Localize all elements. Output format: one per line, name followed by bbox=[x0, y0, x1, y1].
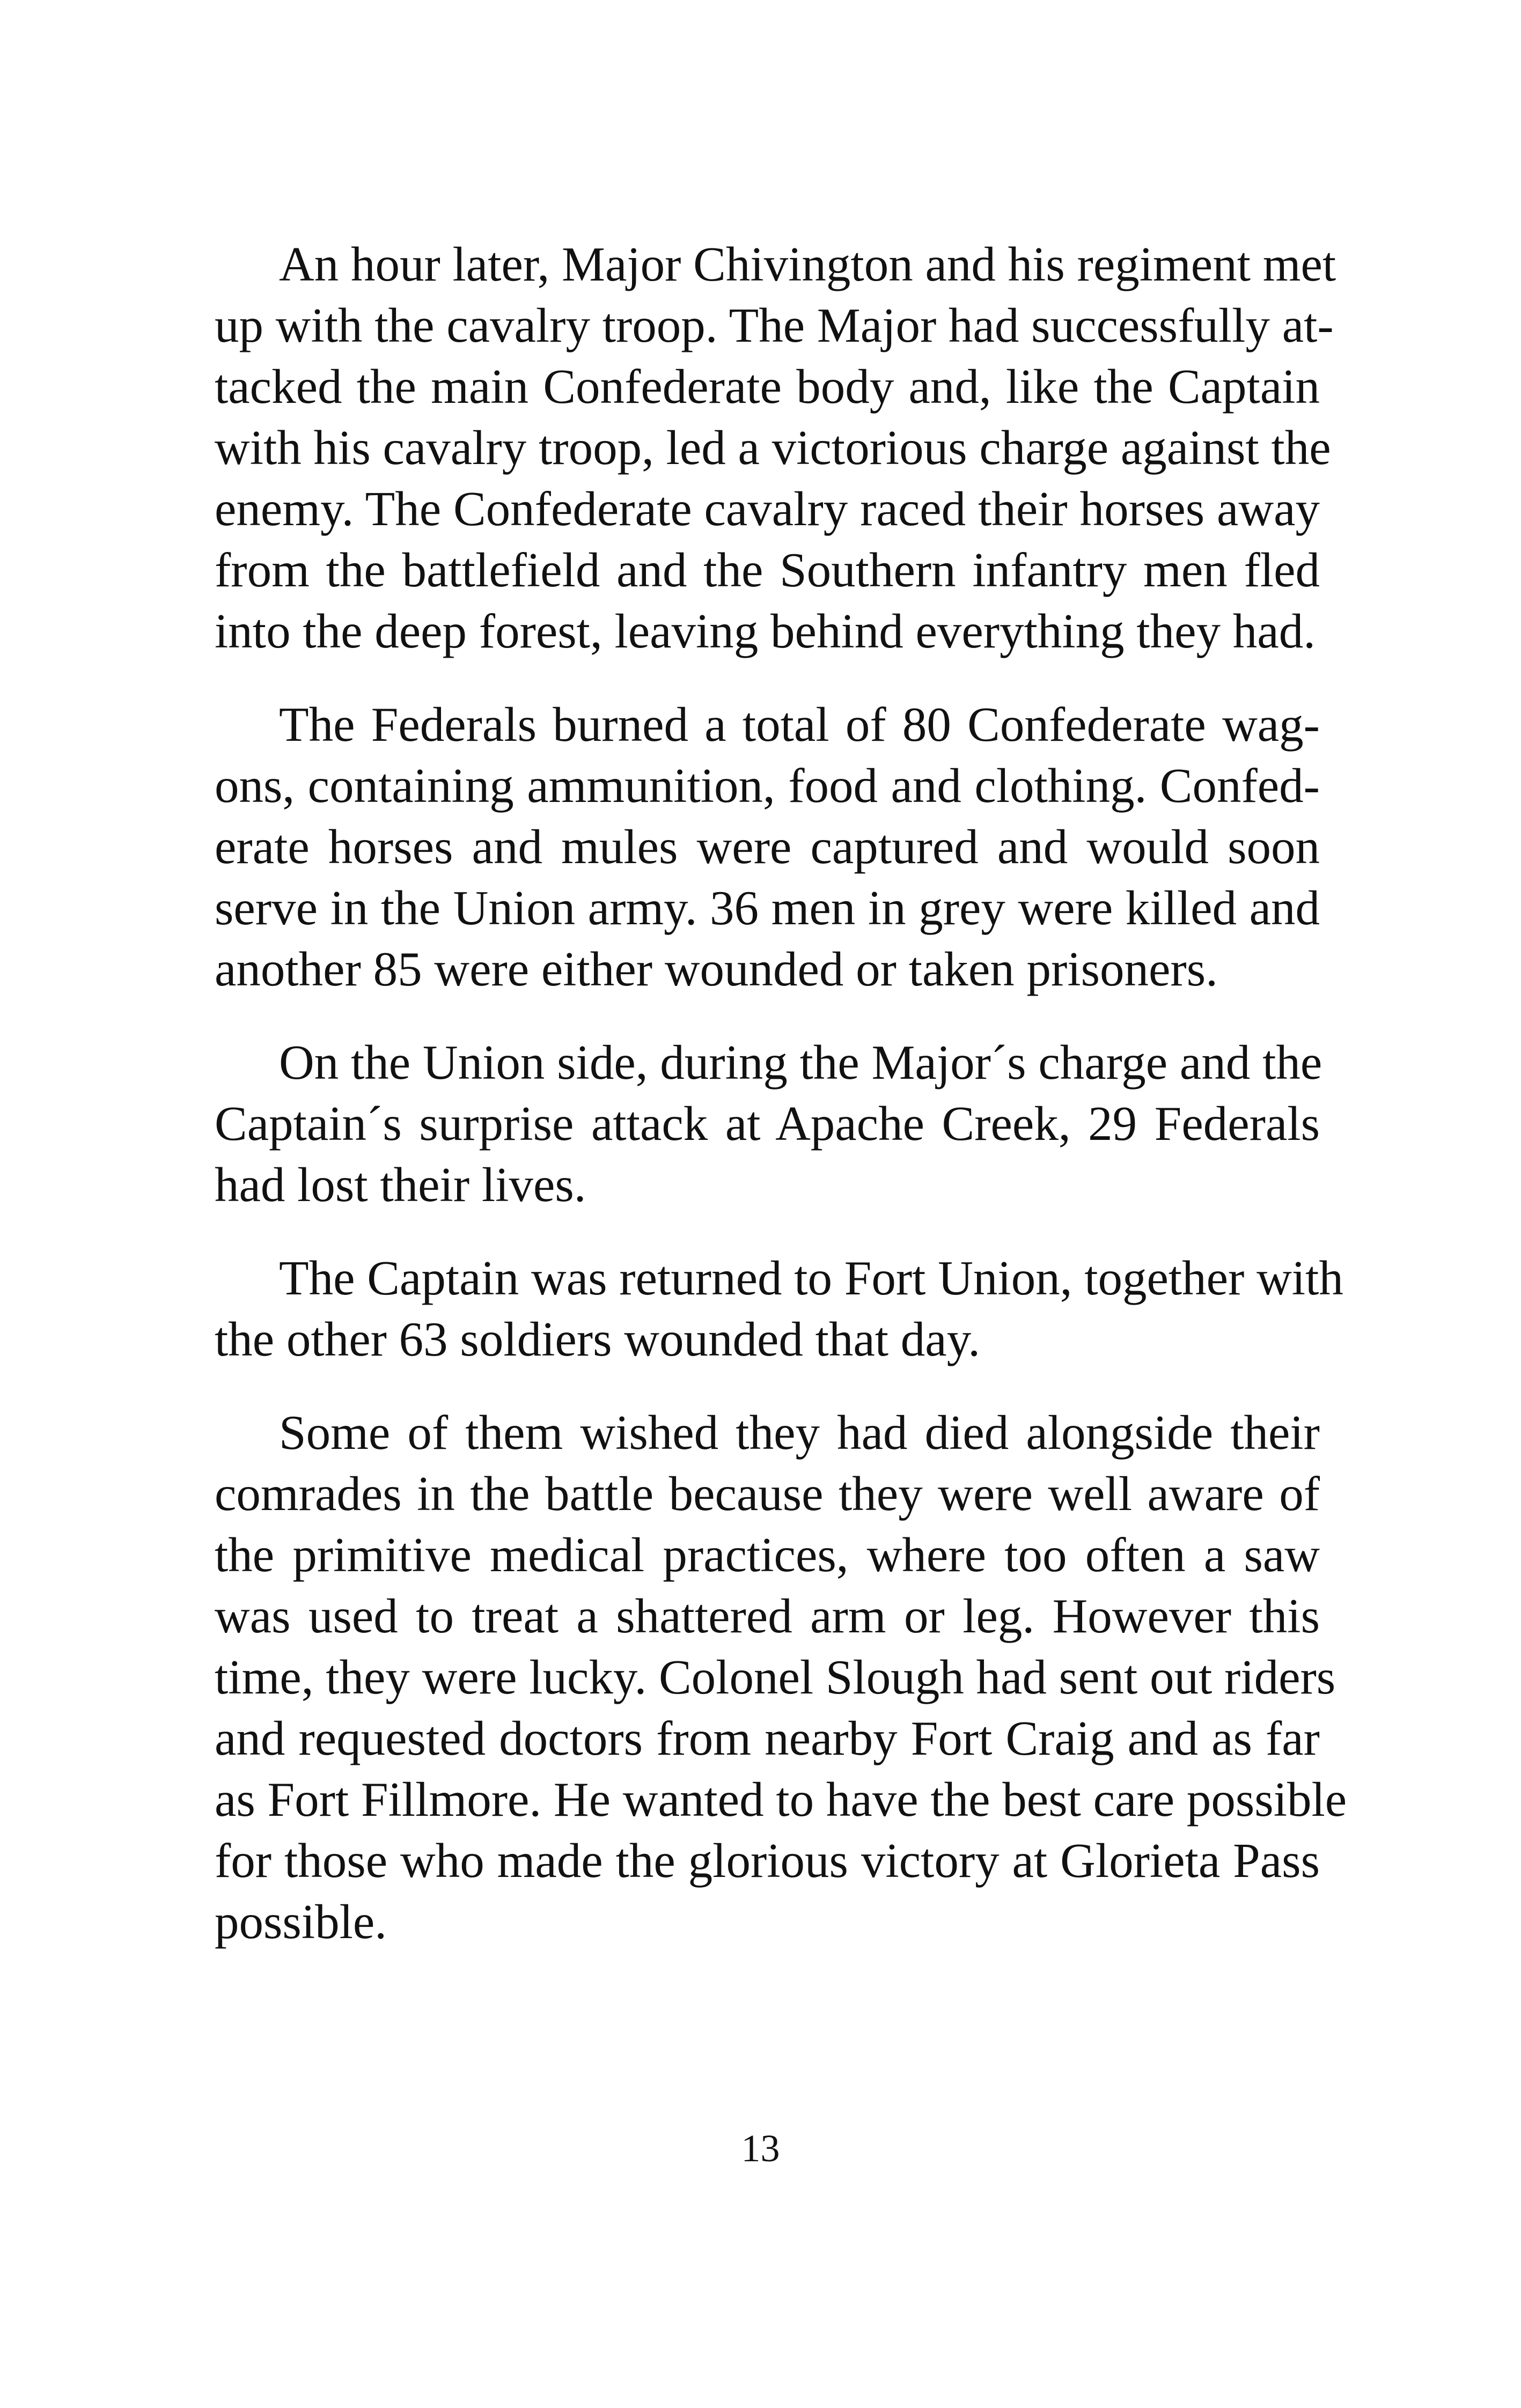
text-line: from the battlefield and the Southern infantry men fled bbox=[215, 543, 1320, 597]
text-line: the primitive medical practices, where too often a saw bbox=[215, 1528, 1320, 1582]
paragraph-5 bbox=[215, 1402, 1347, 1953]
text-line: The Federals burned a total of 80 Confederate wag- bbox=[279, 697, 1320, 752]
text-line: comrades in the battle because they were well aware of bbox=[215, 1467, 1320, 1521]
text-line: for those who made the glorious victory at Glorieta Pass bbox=[215, 1833, 1320, 1888]
paragraph-2 bbox=[215, 694, 1320, 1000]
text-line: The Captain was returned to Fort Union, together with bbox=[279, 1251, 1343, 1305]
text-line: Some of them wished they had died alongside their bbox=[279, 1405, 1320, 1460]
text-line: enemy. The Confederate cavalry raced their horses away bbox=[215, 482, 1320, 536]
text-line: as Fort Fillmore. He wanted to have the best care possible bbox=[215, 1772, 1347, 1827]
text-line: ons, containing ammunition, food and clothing. Confed- bbox=[215, 759, 1320, 813]
text-line: was used to treat a shattered arm or leg. However this bbox=[215, 1589, 1320, 1643]
text-line: into the deep forest, leaving behind everything they had. bbox=[215, 604, 1316, 658]
text-line: and requested doctors from nearby Fort Craig and as far bbox=[215, 1711, 1320, 1765]
text-line: erate horses and mules were captured and would soon bbox=[215, 820, 1320, 874]
text-line: An hour later, Major Chivington and his regiment met bbox=[279, 237, 1336, 291]
text-line: with his cavalry troop, led a victorious charge against the bbox=[215, 421, 1331, 475]
paragraph-1 bbox=[215, 234, 1336, 662]
paragraph-4 bbox=[215, 1248, 1343, 1370]
text-line: had lost their lives. bbox=[215, 1158, 586, 1212]
text-line: serve in the Union army. 36 men in grey were killed and bbox=[215, 881, 1320, 935]
text-line: Captain´s surprise attack at Apache Creek, 29 Federals bbox=[215, 1096, 1320, 1151]
page-number: 13 bbox=[741, 2127, 780, 2170]
text-line: time, they were lucky. Colonel Slough had sent out riders bbox=[215, 1650, 1336, 1704]
text-line: up with the cavalry troop. The Major had successfully at- bbox=[215, 298, 1334, 352]
paragraph-3 bbox=[215, 1032, 1320, 1216]
text-line: tacked the main Confederate body and, like the Captain bbox=[215, 359, 1320, 414]
body-text bbox=[215, 234, 1347, 1985]
text-line: another 85 were either wounded or taken prisoners. bbox=[215, 942, 1218, 996]
text-line: On the Union side, during the Major´s charge and the bbox=[279, 1035, 1322, 1089]
text-line: possible. bbox=[215, 1895, 387, 1949]
text-line: the other 63 soldiers wounded that day. bbox=[215, 1312, 981, 1366]
